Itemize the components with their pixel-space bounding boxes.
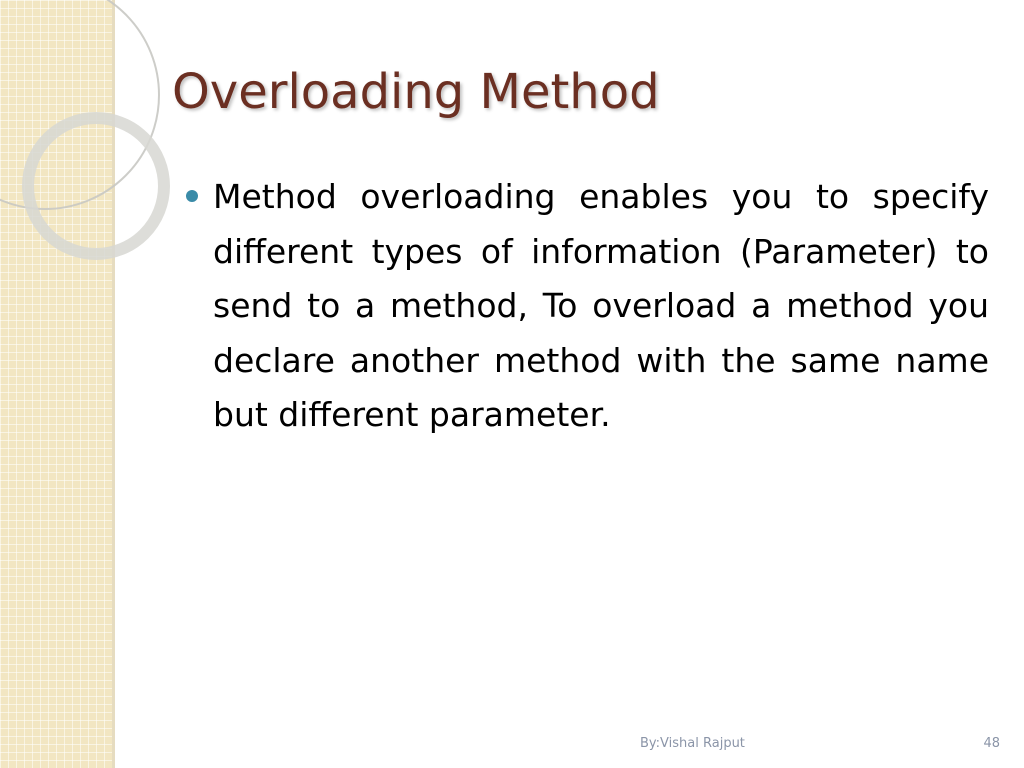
bullet-text: Method overloading enables you to specify different types of information (Parameter) to send to a method, To overload a method you declare another method with the same name but different parameter. xyxy=(213,177,989,434)
decorative-ring-small xyxy=(22,112,170,260)
bullet-dot-icon xyxy=(186,190,198,202)
slide-title: Overloading Method xyxy=(172,64,660,120)
slide-body xyxy=(213,170,989,443)
slide-number: 48 xyxy=(983,736,1000,751)
footer-author: By:Vishal Rajput xyxy=(640,736,745,751)
